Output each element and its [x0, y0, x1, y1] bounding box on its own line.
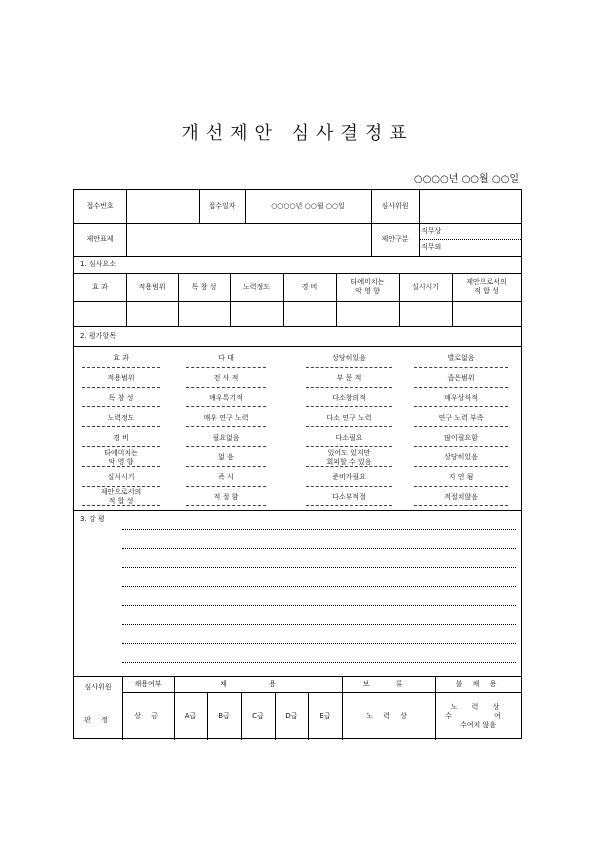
- decision-label: 판 정: [84, 715, 112, 724]
- subject-label: 제안표제: [86, 235, 114, 243]
- score-cell-2[interactable]: [178, 301, 230, 326]
- eval-item-r7-c3[interactable]: 적절치않음: [444, 492, 478, 501]
- criteria-col-1: 적용범위: [138, 282, 166, 291]
- eval-item-r1-c1[interactable]: 전 사 적: [213, 374, 239, 383]
- eval-item-r2-c1[interactable]: 매우특기적: [209, 393, 243, 402]
- criteria-col-2: 독 창 성: [191, 282, 217, 291]
- eval-item-r7-c2[interactable]: 다소부적절: [332, 492, 366, 501]
- adoption-label: 채용여부: [134, 679, 162, 688]
- category-option-work[interactable]: 직무상: [421, 226, 442, 235]
- eval-item-r0-c2[interactable]: 상당히있음: [332, 354, 366, 363]
- adopt-option[interactable]: 채 용: [220, 679, 296, 688]
- eval-item-r3-c3[interactable]: 연구 노력 부족: [438, 413, 484, 422]
- form-title: 개선제안 심사결정표: [181, 123, 414, 144]
- grade-c[interactable]: C급: [252, 711, 264, 720]
- eval-item-r1-c3[interactable]: 좁은범위: [447, 374, 475, 383]
- receipt-date-field[interactable]: ○○○○년 ○○월 ○○일: [271, 202, 345, 210]
- bottom-committee-label: 심사위원: [84, 682, 112, 691]
- evaluation-form: [73, 189, 522, 739]
- eval-item-r3-c2[interactable]: 다소 연구 노력: [326, 413, 372, 422]
- grade-b[interactable]: B급: [218, 711, 230, 720]
- eval-item-r2-c3[interactable]: 매우상식적: [444, 393, 478, 402]
- receipt-date-label: 접수일자: [208, 202, 236, 210]
- eval-item-r5-c1[interactable]: 없 음: [218, 453, 234, 462]
- award-label: 상 금: [134, 711, 162, 720]
- category-label: 제안구분: [381, 235, 409, 243]
- eval-item-r4-c2[interactable]: 다소필요: [335, 433, 363, 442]
- score-cell-0[interactable]: [74, 301, 126, 326]
- eval-item-r1-c2[interactable]: 부 문 적: [336, 374, 362, 383]
- section3-title: 3. 강 평: [80, 514, 105, 523]
- score-cell-3[interactable]: [230, 301, 283, 326]
- grade-e[interactable]: E급: [319, 711, 331, 720]
- criteria-col-0: 효 과: [92, 282, 108, 291]
- eval-item-r4-c3[interactable]: 많이필요함: [444, 433, 478, 442]
- criteria-col-4: 경 비: [301, 282, 318, 291]
- section1-title: 1. 심사요소: [80, 260, 116, 268]
- score-cell-4[interactable]: [283, 301, 336, 326]
- criteria-col-5: [336, 273, 399, 301]
- score-cell-6[interactable]: [399, 301, 452, 326]
- eval-item-r4-c0: 경 비: [113, 433, 129, 442]
- eval-item-r6-c3[interactable]: 지 연 됨: [448, 473, 474, 482]
- grade-a[interactable]: A급: [184, 711, 197, 720]
- eval-item-r5-c0: 타에미치는 악 영 향: [104, 448, 138, 466]
- reject-option[interactable]: 불 채 용: [455, 679, 501, 688]
- eval-item-r5-c3[interactable]: 상당히있음: [444, 453, 478, 462]
- form-date: ○○○○년 ○○월 ○○일: [413, 174, 519, 185]
- score-cell-5[interactable]: [336, 301, 399, 326]
- eval-item-r3-c1[interactable]: 매우 연구 노력: [203, 413, 249, 422]
- score-cell-7[interactable]: [452, 301, 521, 326]
- eval-item-r6-c1[interactable]: 즉 시: [218, 473, 234, 482]
- eval-item-r6-c0: 실시시기: [107, 473, 135, 482]
- receipt-no-field[interactable]: [126, 190, 199, 223]
- award-not-given-option[interactable]: 수여치 않음: [459, 720, 497, 729]
- eval-item-r7-c0: 제안으로서의 적 합 성: [100, 488, 142, 506]
- category-option-nonwork[interactable]: 직무외: [421, 243, 442, 251]
- criteria-col-6: 실시시기: [411, 282, 440, 291]
- eval-item-r3-c0: 노력정도: [107, 413, 135, 422]
- effort-award-detail[interactable]: [435, 692, 521, 740]
- committee-label: 심사위원: [381, 202, 409, 210]
- effort-award-text: 노 력 상: [450, 702, 506, 711]
- criteria-col-3: 노력정도: [242, 282, 271, 291]
- criteria-col-7: [452, 273, 521, 301]
- eval-item-r2-c0: 독 창 성: [108, 393, 134, 402]
- eval-item-r2-c2[interactable]: 다소창의적: [332, 393, 366, 402]
- eval-item-r0-c0: 효 과: [113, 354, 129, 363]
- grade-d[interactable]: D급: [285, 711, 298, 720]
- eval-item-r7-c1[interactable]: 적 절 함: [213, 492, 239, 501]
- hold-option[interactable]: 보 류: [362, 679, 415, 688]
- score-cell-1[interactable]: [126, 301, 178, 326]
- section2-title: 2. 평가항목: [80, 331, 116, 340]
- effort-award-option[interactable]: 노 력 상: [366, 711, 411, 720]
- eval-item-r0-c3[interactable]: 별로없음: [447, 354, 475, 363]
- eval-item-r0-c1[interactable]: 다 대: [218, 354, 234, 363]
- committee-field[interactable]: [419, 190, 521, 223]
- receipt-no-label: 접수번호: [86, 202, 114, 210]
- eval-item-r5-c2[interactable]: 있어도 있지만 회피할 수 있음: [326, 448, 372, 466]
- award-given-option[interactable]: 수 여: [445, 711, 521, 720]
- eval-item-r4-c1[interactable]: 필요없음: [212, 433, 240, 442]
- subject-field[interactable]: [126, 223, 371, 256]
- criteria-col-7-text: 제안으로서의 적 합 성: [466, 278, 507, 295]
- eval-item-r1-c0: 적용범위: [107, 374, 135, 383]
- criteria-col-5-text: 타에미치는 악 영 향: [350, 278, 385, 295]
- eval-item-r6-c2[interactable]: 준비가필요: [332, 473, 366, 482]
